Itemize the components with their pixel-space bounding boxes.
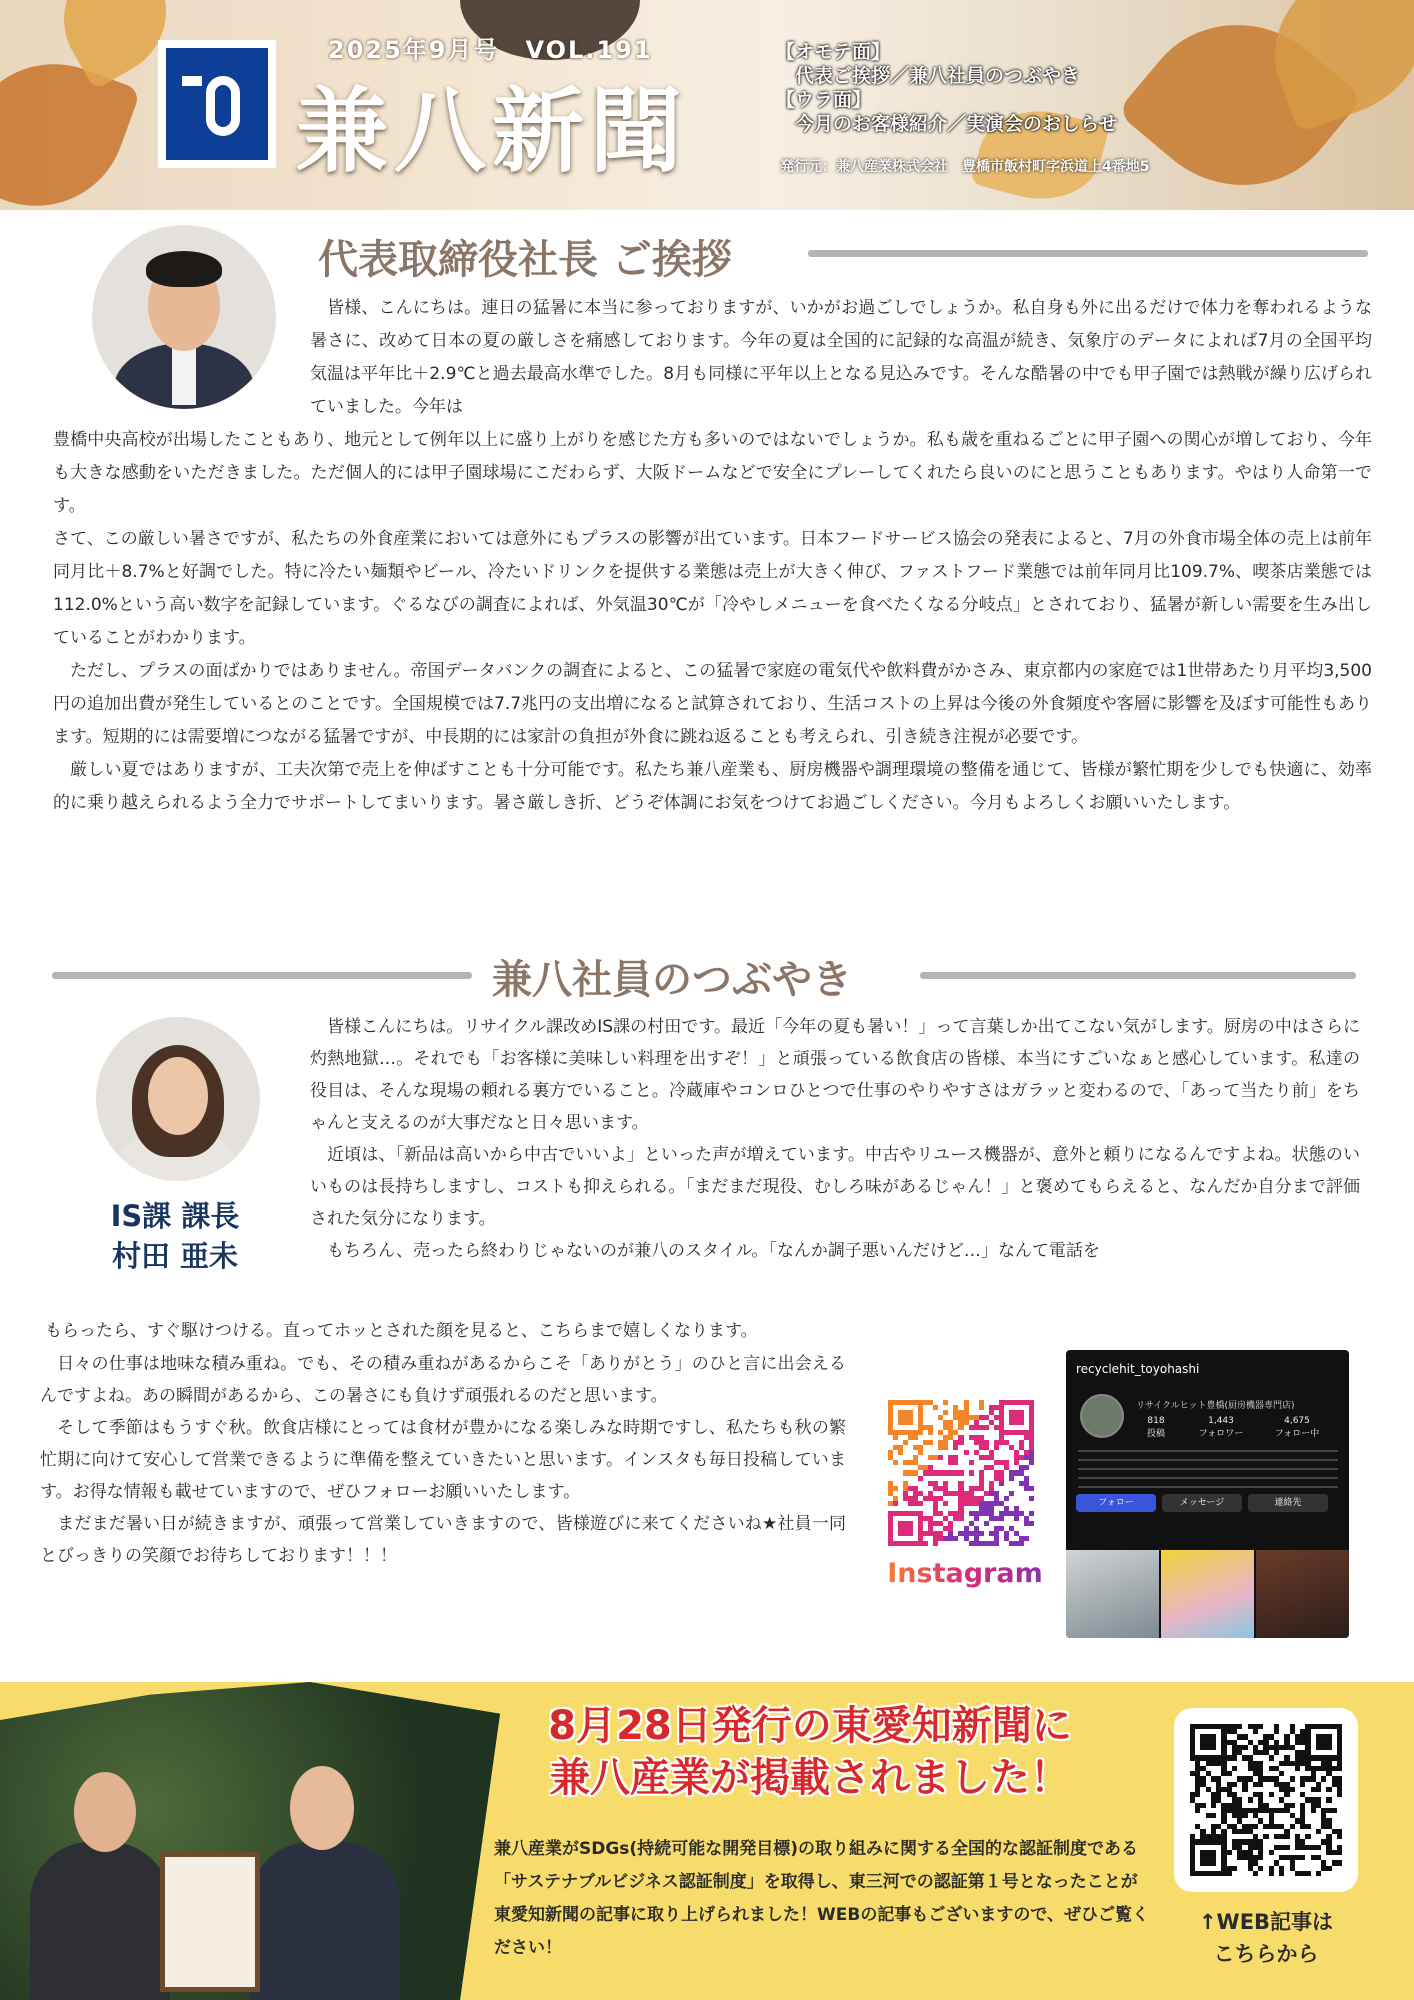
qr-module — [979, 1405, 984, 1410]
qr-module — [1279, 1771, 1284, 1776]
title-rule — [808, 250, 1368, 257]
qr-module — [1200, 1803, 1205, 1808]
instagram-bio — [1078, 1450, 1338, 1490]
qr-module — [1337, 1850, 1342, 1855]
qr-module — [1284, 1834, 1289, 1839]
banner-title — [470, 1700, 1150, 1804]
qr-module — [1284, 1792, 1289, 1797]
staff-photo — [96, 1017, 260, 1181]
issue-number: 2025年9月号 VOL.191 — [328, 36, 653, 64]
qr-module — [974, 1516, 979, 1521]
title-rule — [52, 972, 472, 979]
newsletter-title: 兼八新聞 — [296, 78, 689, 185]
qr-module — [1009, 1491, 1014, 1496]
message-button[interactable]: メッセージ — [1162, 1494, 1242, 1512]
qr-module — [1019, 1420, 1024, 1425]
qr-module — [928, 1430, 933, 1435]
company-logo-icon — [158, 40, 276, 168]
qr-module — [903, 1440, 908, 1445]
qr-module — [1316, 1871, 1321, 1876]
qr-module — [908, 1531, 913, 1536]
qr-module — [1227, 1771, 1232, 1776]
qr-module — [918, 1430, 923, 1435]
qr-module — [979, 1531, 984, 1536]
qr-module — [1332, 1808, 1337, 1813]
qr-module — [1009, 1476, 1014, 1481]
qr-module — [953, 1460, 958, 1465]
qr-module — [1258, 1855, 1263, 1860]
table-of-contents — [776, 40, 1117, 136]
qr-module — [1253, 1824, 1258, 1829]
qr-module — [943, 1501, 948, 1506]
qr-module — [1300, 1855, 1305, 1860]
qr-module — [893, 1435, 898, 1440]
qr-module — [1258, 1866, 1263, 1871]
qr-module — [1248, 1797, 1253, 1802]
header-banner — [0, 0, 1414, 210]
stat-label: 投稿 — [1146, 1429, 1165, 1439]
qr-module — [1232, 1866, 1237, 1871]
qr-module — [958, 1440, 963, 1445]
qr-module — [969, 1460, 974, 1465]
qr-module — [918, 1501, 923, 1506]
instagram-account-name: recyclehit_toyohashi — [1076, 1362, 1200, 1376]
stat-label: フォロワー — [1198, 1429, 1244, 1439]
qr-module — [1029, 1460, 1034, 1465]
qr-module — [1284, 1845, 1289, 1850]
qr-module — [1326, 1787, 1331, 1792]
greeting-paragraph: 皆様、こんにちは。連日の猛暑に本当に参っておりますが、いかがお過ごしでしょうか。私自身も外に出るだけで体力を奪われるような暑さに、改めて日本の夏の厳しさを痛感しております。今年の夏は全国的に記録的な高温が続き、気象庁のデータによれば7月の全国平均気温は平年比＋2.9℃と過去最高水準でした。8月も同様に平年以上となる見込みです。そんな酷暑の中でも甲子園では熱戦が繰り広げられていました。今年は — [310, 298, 1372, 417]
banner-text: 兼八産業がSDGs(持続可能な開発目標)の取り組みに関する全国的な認証制度である「サステナブルビジネス認証制度」を取得し、東三河での認証第１号となったことが東愛知新聞の記事に取り上げられました！WEBの記事もございますので、ぜひご覧ください！ — [494, 1839, 1149, 1958]
qr-module — [1211, 1813, 1216, 1818]
qr-module — [908, 1420, 913, 1425]
qr-module — [1337, 1766, 1342, 1771]
qr-module — [953, 1445, 958, 1450]
qr-module — [1269, 1871, 1274, 1876]
banner-title-line: 兼八産業が掲載されました！ — [550, 1755, 1070, 1801]
qr-module — [1024, 1536, 1029, 1541]
qr-module — [958, 1425, 963, 1430]
qr-module — [918, 1450, 923, 1455]
instagram-qr-icon[interactable] — [888, 1400, 1034, 1546]
qr-module — [1263, 1834, 1268, 1839]
qr-module — [1004, 1496, 1009, 1501]
instagram-avatar — [1080, 1394, 1124, 1438]
contact-button[interactable]: 連絡先 — [1248, 1494, 1328, 1512]
qr-module — [938, 1455, 943, 1460]
qr-module — [1258, 1724, 1263, 1729]
qr-module — [1253, 1729, 1258, 1734]
qr-module — [1321, 1776, 1326, 1781]
qr-module — [1337, 1834, 1342, 1839]
qr-module — [1305, 1834, 1310, 1839]
greeting-title: 代表取締役社長 ご挨拶 — [318, 237, 732, 283]
qr-module — [1290, 1824, 1295, 1829]
qr-module — [1316, 1787, 1321, 1792]
publisher-info: 発行元：兼八産業株式会社 豊橋市飯村町字浜道上4番地5 — [780, 159, 1150, 175]
qr-module — [1258, 1782, 1263, 1787]
qr-module — [928, 1440, 933, 1445]
qr-module — [999, 1481, 1004, 1486]
staff-paragraph: 日々の仕事は地味な積み重ね。でも、その積み重ねがあるからこそ「ありがとう」のひと言に出会えるんですよね。あの瞬間があるから、この暑さにも負けず頑張れるのだと思います。 そして季節はもうすぐ秋。飲食店様にとっては食材が豊かになる楽しみな時期ですし、私たちも秋の繁忙期に向けて安心して営業できるように準備を整えていきたいと思います。インスタも毎日投稿しています。お得な情報も載せていますので、ぜひフォローお願いいたします。 まだまだ暑い日が続きますが、頑張って営業していきますので、皆様遊びに来てくださいね★社員一同とびっきりの笑顔でお待ちしております！！！ — [40, 1354, 846, 1566]
qr-module — [1269, 1850, 1274, 1855]
banner-title-line: 8月28日発行の東愛知新聞に — [548, 1703, 1072, 1749]
web-qr-caption — [1170, 1906, 1362, 1970]
caption-line: ↑WEB記事は — [1198, 1910, 1334, 1934]
staff-paragraph: 皆様こんにちは。リサイクル課改めIS課の村田です。最近「今年の夏も暑い！」って言葉しか出てこない気がします。厨房の中はさらに灼熱地獄…。それでも「お客様に美味しい料理を出すぞ！」と頑張っている飲食店の皆様、本当にすごいなぁと感心しています。私達の役目は、そんな現場の頼れる裏方でいること。冷蔵庫やコンロひとつで仕事のやりやすさはガラッと変わるので、「あって当たり前」をちゃんと支えるのが大事だなと日々思います。 近頃は、「新品は高いから中古でいいよ」といった声が増えています。中古やリユース機器が、意外と頼りになるんですよね。状態のいいものは長持ちしますし、コストも抑えられる。「まだまだ現役、むしろ味があるじゃん！」と褒めてもらえると、なんだか自分まで評価された気分になります。 もちろん、売ったら終わりじゃないのが兼八のスタイル。「なんか調子悪いんだけど…」なんて電話を — [310, 1017, 1360, 1261]
qr-module — [893, 1460, 898, 1465]
qr-module — [1014, 1516, 1019, 1521]
qr-module — [1300, 1782, 1305, 1787]
qr-module — [1290, 1803, 1295, 1808]
stat-value: 818 — [1147, 1416, 1165, 1426]
qr-module — [893, 1486, 898, 1491]
qr-module — [1237, 1724, 1242, 1729]
web-qr-frame — [1174, 1708, 1358, 1892]
qr-module — [893, 1501, 898, 1506]
qr-module — [1024, 1465, 1029, 1470]
stat-value: 4,675 — [1284, 1416, 1310, 1426]
qr-module — [994, 1541, 999, 1546]
qr-module — [1242, 1787, 1247, 1792]
qr-module — [1326, 1866, 1331, 1871]
qr-module — [1316, 1829, 1321, 1834]
qr-module — [1195, 1808, 1200, 1813]
staff-role: IS課 課長 — [110, 1199, 240, 1233]
qr-module — [1227, 1871, 1232, 1876]
qr-module — [1029, 1496, 1034, 1501]
qr-module — [1274, 1729, 1279, 1734]
president-photo — [92, 225, 276, 409]
caption-line: こちらから — [1213, 1942, 1319, 1966]
web-article-qr-icon[interactable] — [1190, 1724, 1342, 1876]
qr-module — [984, 1425, 989, 1430]
toc-line: 代表ご挨拶／兼八社員のつぶやき — [776, 65, 1081, 87]
toc-line: 【ウラ面】 — [776, 89, 872, 111]
qr-module — [1316, 1845, 1321, 1850]
qr-module — [918, 1476, 923, 1481]
stat-value: 1,443 — [1208, 1416, 1234, 1426]
toc-line: 今月のお客様紹介／実演会のおしらせ — [776, 113, 1118, 135]
qr-module — [1326, 1745, 1331, 1750]
qr-module — [1269, 1755, 1274, 1760]
qr-module — [913, 1435, 918, 1440]
qr-module — [1019, 1541, 1024, 1546]
staff-name: 村田 亜未 — [111, 1239, 239, 1273]
qr-module — [1195, 1792, 1200, 1797]
qr-module — [933, 1541, 938, 1546]
qr-module — [1211, 1860, 1216, 1865]
certificate-photo — [0, 1682, 500, 2000]
qr-module — [1029, 1511, 1034, 1516]
qr-module — [898, 1450, 903, 1455]
qr-module — [1242, 1745, 1247, 1750]
qr-module — [999, 1516, 1004, 1521]
qr-module — [984, 1521, 989, 1526]
qr-module — [1305, 1824, 1310, 1829]
qr-module — [1326, 1797, 1331, 1802]
qr-module — [1211, 1745, 1216, 1750]
qr-module — [953, 1536, 958, 1541]
qr-module — [1279, 1871, 1284, 1876]
instagram-label: Instagram — [880, 1558, 1050, 1589]
qr-module — [969, 1470, 974, 1475]
title-rule — [920, 972, 1356, 979]
qr-module — [1311, 1808, 1316, 1813]
stat-label: フォロー中 — [1274, 1429, 1320, 1439]
instagram-profile-screenshot — [1066, 1350, 1349, 1638]
qr-module — [943, 1400, 948, 1405]
qr-module — [958, 1516, 963, 1521]
qr-module — [1269, 1792, 1274, 1797]
qr-module — [923, 1541, 928, 1546]
qr-module — [943, 1410, 948, 1415]
staff-paragraph: もらったら、すぐ駆けつける。直ってホッとされた顔を見ると、こちらまで嬉しくなります。 — [45, 1321, 758, 1341]
toc-line: 【オモテ面】 — [776, 41, 891, 63]
qr-module — [1232, 1782, 1237, 1787]
qr-module — [1227, 1850, 1232, 1855]
qr-module — [1232, 1755, 1237, 1760]
qr-module — [964, 1450, 969, 1455]
qr-module — [1295, 1766, 1300, 1771]
qr-module — [1290, 1776, 1295, 1781]
instagram-profile-name: リサイクルヒット豊橋(厨房機器専門店) — [1136, 1401, 1295, 1411]
qr-module — [1274, 1750, 1279, 1755]
qr-module — [994, 1445, 999, 1450]
qr-module — [1290, 1787, 1295, 1792]
qr-module — [1242, 1813, 1247, 1818]
qr-module — [1253, 1871, 1258, 1876]
qr-module — [1337, 1860, 1342, 1865]
qr-module — [1337, 1792, 1342, 1797]
qr-module — [1305, 1871, 1310, 1876]
qr-module — [1211, 1803, 1216, 1808]
staff-name-label — [90, 1196, 260, 1276]
greeting-paragraph: 豊橋中央高校が出場したこともあり、地元として例年以上に盛り上がりを感じた方も多いのではないでしょうか。私も歳を重ねるごとに甲子園への関心が増しており、今年も大きな感動をいただきました。ただ個人的には甲子園球場にこだわらず、大阪ドームなどで安全にプレーしてくれたら良いのにと思うこともあります。やはり人命第一です。 さて、この厳しい暑さですが、私たちの外食産業においては意外にもプラスの影響が出ています。日本フードサービス協会の発表によると、7月の外食市場全体の売上は前年同月比＋8.7%と好調でした。特に冷たい麺類やビール、冷たいドリンクを提供する業態は売上が大きく伸び、ファストフード業態では前年同月比109.7%、喫茶店業態では112.0%という高い数字を記録しています。ぐるなびの調査によれば、外気温30℃が「冷やしメニューを食べたくなる分岐点」とされており、猛暑が新しい需要を生み出していることがわかります。 ただし、プラスの面ばかりではありません。帝国データバンクの調査によると、この猛暑で家庭の電気代や飲料費がかさみ、東京都内の家庭では1世帯あたり月平均3,500円の追加出費が発生しているとのことです。全国規模では7.7兆円の支出増になると試算されており、生活コストの上昇は今後の外食頻度や客層に影響を及ぼす可能性もあります。短期的には需要増につながる猛暑ですが、中長期的には家計の負担が外食に跳ね返ることも考えられ、引き続き注視が必要です。 厳しい夏ではありますが、工夫次第で売上を伸ばすことも十分可能です。私たち兼八産業も、厨房機器や調理環境の整備を通じて、皆様が繁忙期を少しでも快適に、効率的に乗り越えられるよう全力でサポートしてまいります。暑さ厳しき折、どうぞ体調にお気をつけてお過ごしください。今月もよろしくお願いいたします。 — [53, 430, 1372, 813]
qr-module — [933, 1405, 938, 1410]
qr-module — [1029, 1486, 1034, 1491]
follow-button[interactable]: フォロー — [1076, 1494, 1156, 1512]
qr-module — [1029, 1521, 1034, 1526]
qr-module — [943, 1445, 948, 1450]
staff-section-title: 兼八社員のつぶやき — [492, 957, 852, 1003]
qr-module — [1232, 1766, 1237, 1771]
qr-module — [958, 1470, 963, 1475]
instagram-post-grid — [1066, 1550, 1349, 1638]
